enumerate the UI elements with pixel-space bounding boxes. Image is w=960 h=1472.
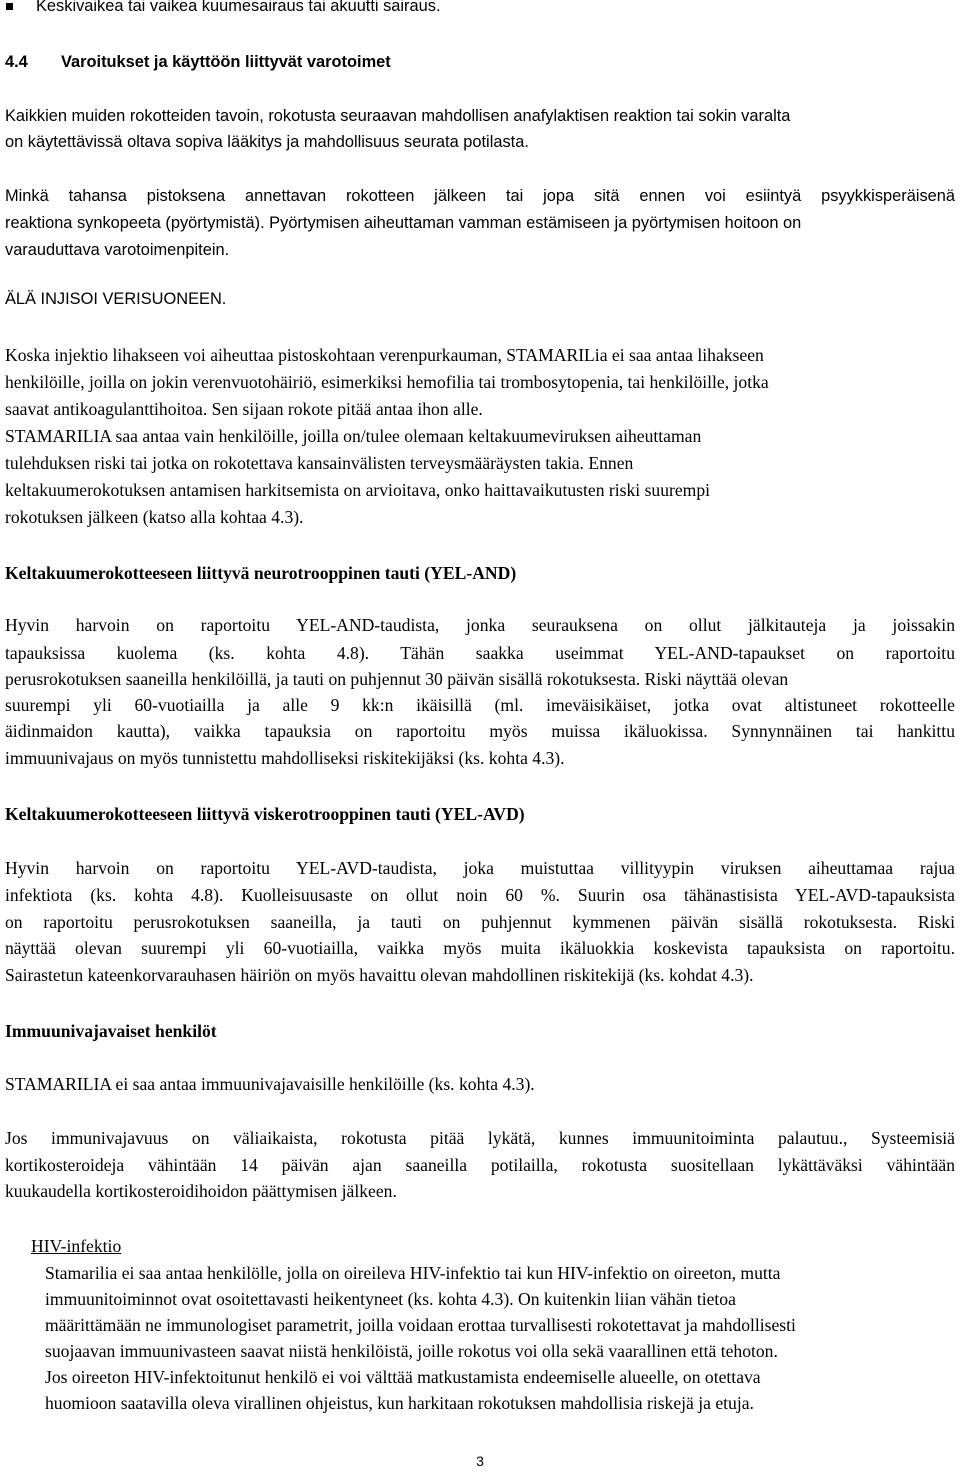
im-line-5: tulehduksen riski tai jotka on rokotettava kansainvälisten terveysmääräysten takia. Ennen xyxy=(5,453,634,473)
page-number: 3 xyxy=(476,1453,484,1469)
yel-avd-line-4: näyttää olevan suurempi yli 60-vuotiailla, vaikka myös muita ikäluokkia koskevista tapauksista on raportoitu. xyxy=(5,938,955,958)
intro-line-2: on käytettävissä oltava sopiva lääkitys ja mahdollisuus seurata potilasta. xyxy=(5,133,529,151)
yel-and-line-4: suurempi yli 60-vuotiailla ja alle 9 kk:n ikäisillä (ml. imeväisikäiset, jotka ovat altistuneet rokotteelle xyxy=(5,695,955,715)
section-heading xyxy=(5,50,391,74)
yel-avd-line-1: Hyvin harvoin on raportoitu YEL-AVD-taudista, joka muistuttaa villityypin viruksen aiheuttamaa rajua xyxy=(5,858,955,878)
square-bullet-icon xyxy=(6,3,13,10)
intro-line-1: Kaikkien muiden rokotteiden tavoin, rokotusta seuraavan mahdollisen anafylaktisen reaktion tai sokin varalta xyxy=(5,107,791,125)
im-line-6: keltakuumerokotuksen antamisen harkitsemista on arvioitava, onko haittavaikutusten riski suurempi xyxy=(5,480,711,500)
hiv-line-1: Stamarilia ei saa antaa henkilölle, jolla on oireileva HIV-infektio tai kun HIV-infektio on oireeton, mutta xyxy=(45,1263,781,1283)
yel-and-line-3: perusrokotuksen saaneilla henkilöillä, ja tauti on puhjennut 30 päivän sisällä rokotuksesta. Riski näyttää olevan xyxy=(5,669,789,689)
yel-and-line-6: immuunivajaus on myös tunnistettu mahdolliseksi riskitekijäksi (ks. kohta 4.3). xyxy=(5,748,565,768)
warning-text: ÄLÄ INJISOI VERISUONEEN. xyxy=(5,290,227,308)
yel-and-line-5: äidinmaidon kautta), vaikka tapauksia on raportoitu myös muissa ikäluokissa. Synnynnäinen tai hankittu xyxy=(5,721,955,741)
hiv-line-4: suojaavan immuunivasteen saavat niistä henkilöistä, joille rokotus voi olla sekä vaarallinen että tehoton. xyxy=(45,1341,778,1361)
immuno-line-3: kuukaudella kortikosteroidihoidon päättymisen jälkeen. xyxy=(5,1181,397,1201)
hiv-line-2: immuunitoiminnot ovat osoitettavasti heikentyneet (ks. kohta 4.3). On kuitenkin liian vähän tietoa xyxy=(45,1289,736,1309)
section-title: Varoitukset ja käyttöön liittyvät varotoimet xyxy=(61,53,391,71)
yel-and-heading: Keltakuumerokotteeseen liittyvä neurotrooppinen tauti (YEL-AND) xyxy=(5,563,517,583)
im-line-7: rokotuksen jälkeen (katso alla kohtaa 4.3). xyxy=(5,507,304,527)
hiv-line-5: Jos oireeton HIV-infektoitunut henkilö ei voi välttää matkustamista endeemiselle alueelle, on otettava xyxy=(45,1367,761,1387)
yel-avd-line-2: infektiota (ks. kohta 4.8). Kuolleisuusaste on ollut noin 60 %. Suurin osa tähänastisista YEL-AVD-tapauksista xyxy=(5,885,955,905)
im-line-4: STAMARILIA saa antaa vain henkilöille, joilla on/tulee olemaan keltakuumeviruksen aiheuttaman xyxy=(5,426,702,446)
im-line-1: Koska injektio lihakseen voi aiheuttaa pistoskohtaan verenpurkauman, STAMARILia ei saa antaa lihakseen xyxy=(5,345,764,365)
hiv-line-6: huomioon saatavilla oleva virallinen ohjeistus, kun harkitaan rokotuksen mahdollisia riskejä ja etuja. xyxy=(45,1393,754,1413)
yel-avd-heading: Keltakuumerokotteeseen liittyvä viskerotrooppinen tauti (YEL-AVD) xyxy=(5,804,525,824)
im-line-3: saavat antikoagulanttihoitoa. Sen sijaan rokote pitää antaa ihon alle. xyxy=(5,399,483,419)
syncope-line-3: varauduttava varotoimenpitein. xyxy=(5,241,230,259)
yel-and-line-2: tapauksissa kuolema (ks. kohta 4.8). Tähän saakka useimmat YEL-AND-tapaukset on raportoitu xyxy=(5,643,955,663)
section-number: 4.4 xyxy=(5,53,28,71)
syncope-line-2: reaktiona synkopeeta (pyörtymistä). Pyörtymisen aiheuttaman vamman estämiseen ja pyörtymisen hoitoon on xyxy=(5,214,802,232)
immuno-heading: Immuunivajavaiset henkilöt xyxy=(5,1021,217,1041)
yel-avd-line-5: Sairastetun kateenkorvarauhasen häiriön on myös havaittu olevan mahdollinen riskitekijä (ks. kohdat 4.3). xyxy=(5,965,754,985)
hiv-line-3: määrittämään ne immunologiset parametrit, joilla voidaan erottaa turvallisesti rokotettavat ja mahdollisesti xyxy=(45,1315,796,1335)
immuno-line-1: Jos immunivajavuus on väliaikaista, rokotusta pitää lykätä, kunnes immuunitoiminta palautuu., Systeemisiä xyxy=(5,1128,955,1148)
yel-avd-line-3: on raportoitu perusrokotuksen saaneilla, ja tauti on puhjennut kymmenen päivän sisällä rokotuksesta. Riski xyxy=(5,912,955,932)
im-line-2: henkilöille, joilla on jokin verenvuotohäiriö, esimerkiksi hemofilia tai trombosytopenia, tai henkilöille, jotka xyxy=(5,372,769,392)
bullet-item: Keskivaikea tai vaikea kuumesairaus tai akuutti sairaus. xyxy=(36,0,441,18)
immuno-line-2: kortikosteroideja vähintään 14 päivän ajan saaneilla potilailla, rokotusta suositellaan lykättäväksi vähintään xyxy=(5,1155,955,1175)
immuno-statement: STAMARILIA ei saa antaa immuunivajavaisille henkilöille (ks. kohta 4.3). xyxy=(5,1074,535,1094)
syncope-line-1: Minkä tahansa pistoksena annettavan rokotteen jälkeen tai jopa sitä ennen voi esiintyä psyykkisperäisenä xyxy=(5,187,955,205)
hiv-heading: HIV-infektio xyxy=(31,1236,122,1256)
yel-and-line-1: Hyvin harvoin on raportoitu YEL-AND-taudista, jonka seurauksena on ollut jälkitauteja ja joissakin xyxy=(5,615,955,635)
